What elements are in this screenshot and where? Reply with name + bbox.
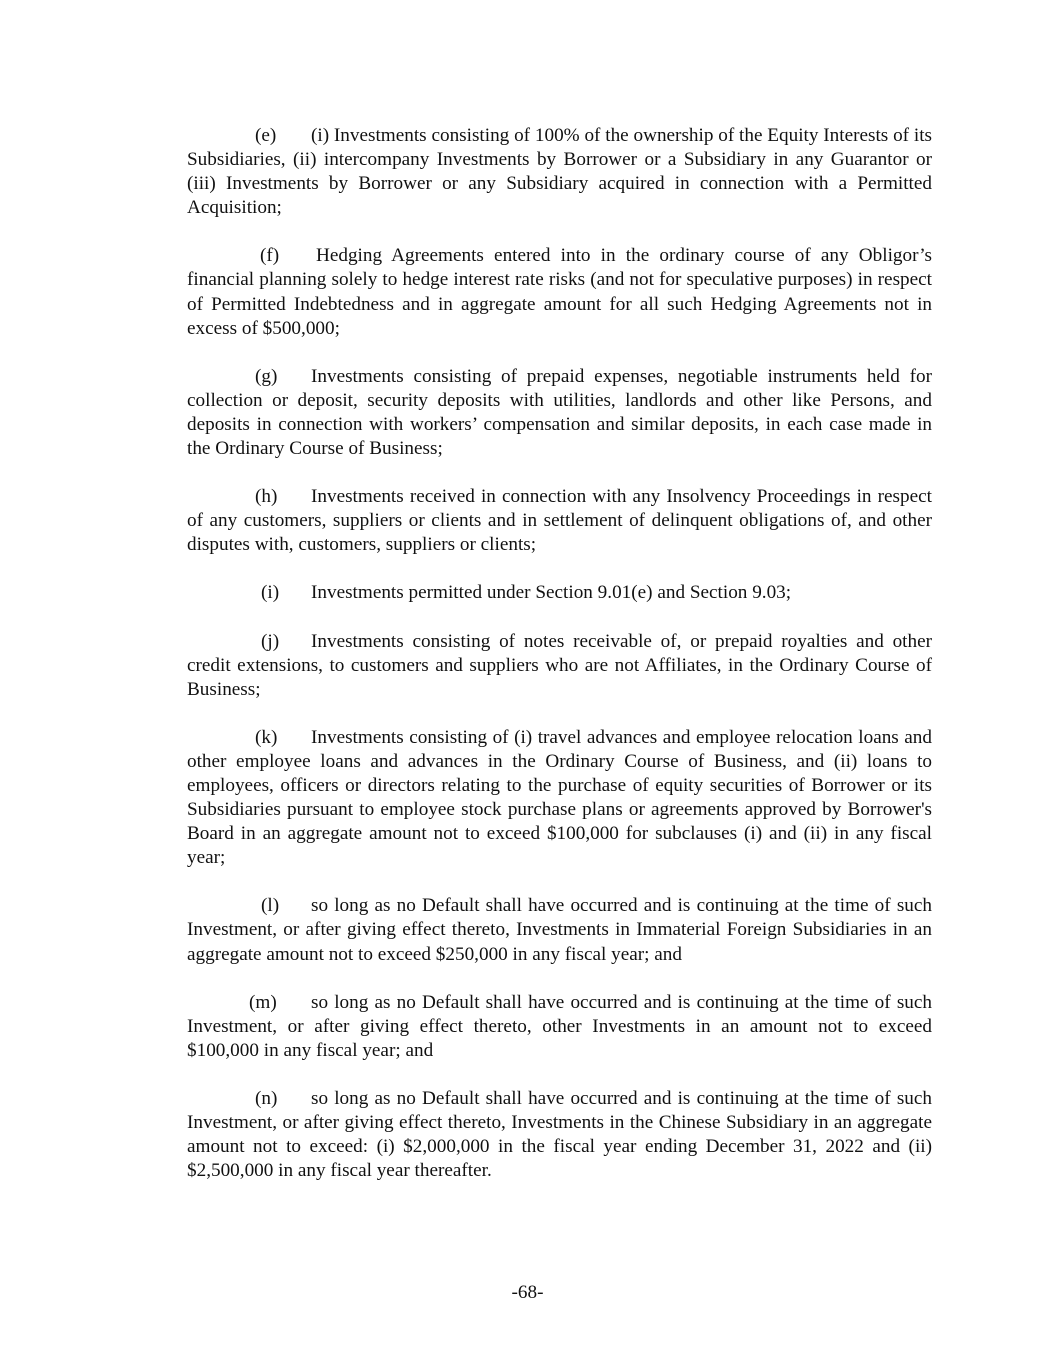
clause-label: (k) xyxy=(255,726,278,748)
clause-label: (f) xyxy=(260,245,280,267)
clause-text: Investments consisting of (i) travel advances and employee relocation loans and other employee loans and advances in the Ordinary Course of Business, and (ii) loans to employees, officers or directors relating to the purchase of equity securities of Borrower or its Subsidiaries pursuant to employee stock purchase plans or agreements approved by Borrower's Board in an aggregate amount not to exceed $100,000 for subclauses (i) and (ii) in any fiscal year; xyxy=(187,726,932,869)
clause-j xyxy=(187,630,932,702)
document-body xyxy=(187,124,932,1207)
clause-text: Hedging Agreements entered into in the ordinary course of any Obligor’s financial planning solely to hedge interest rate risks (and not for speculative purposes) in respect of Permitted Indebtedness and in aggregate amount for all such Hedging Agreements not in excess of $500,000; xyxy=(187,245,932,339)
clause-i xyxy=(187,581,932,605)
clause-m xyxy=(187,991,932,1063)
clause-e xyxy=(187,124,932,220)
clause-label: (g) xyxy=(255,365,278,387)
clause-text: Investments consisting of notes receivable of, or prepaid royalties and other credit extensions, to customers and suppliers who are not Affiliates, in the Ordinary Course of Business; xyxy=(187,630,932,700)
clause-n xyxy=(187,1087,932,1183)
clause-l xyxy=(187,894,932,966)
page-number: -68- xyxy=(511,1282,544,1303)
clause-g xyxy=(187,365,932,461)
clause-text: (i) Investments consisting of 100% of the ownership of the Equity Interests of its Subsidiaries, (ii) intercompany Investments by Borrower or a Subsidiary in any Guarantor or (iii) Investments by Borrower or any Subsidiary acquired in connection with a Permitted Acquisition; xyxy=(187,125,932,219)
clause-text: so long as no Default shall have occurred and is continuing at the time of such Investment, or after giving effect thereto, Investments in Immaterial Foreign Subsidiaries in an aggregate amount not to exceed $250,000 in any fiscal year; and xyxy=(187,895,932,965)
clause-text: Investments consisting of prepaid expenses, negotiable instruments held for collection or deposit, security deposits with utilities, landlords and other like Persons, and deposits in connection with workers’ compensation and similar deposits, in each case made in the Ordinary Course of Business; xyxy=(187,365,932,460)
clause-text: so long as no Default shall have occurred and is continuing at the time of such Investment, or after giving effect thereto, other Investments in an amount not to exceed $100,000 in any fiscal year; and xyxy=(187,991,932,1061)
clause-h xyxy=(187,485,932,557)
clause-text: Investments permitted under Section 9.01(e) and Section 9.03; xyxy=(311,582,792,604)
clause-f xyxy=(187,244,932,340)
clause-label: (j) xyxy=(261,630,280,652)
clause-label: (h) xyxy=(255,486,278,508)
clause-label: (m) xyxy=(249,991,277,1013)
clause-label: (l) xyxy=(261,895,280,917)
clause-label: (n) xyxy=(255,1087,278,1109)
clause-text: so long as no Default shall have occurred and is continuing at the time of such Investment, or after giving effect thereto, Investments in the Chinese Subsidiary in an aggregate amount not to exceed: (i) $2,000,000 in the fiscal year ending December 31, 2022 and (ii) $2,500,000 in any fiscal year thereafter. xyxy=(187,1087,932,1182)
clause-text: Investments received in connection with any Insolvency Proceedings in respect of any customers, suppliers or clients and in settlement of delinquent obligations of, and other disputes with, customers, suppliers or clients; xyxy=(187,486,932,556)
clause-label: (i) xyxy=(261,582,280,604)
clause-k xyxy=(187,726,932,871)
clause-label: (e) xyxy=(255,125,277,146)
